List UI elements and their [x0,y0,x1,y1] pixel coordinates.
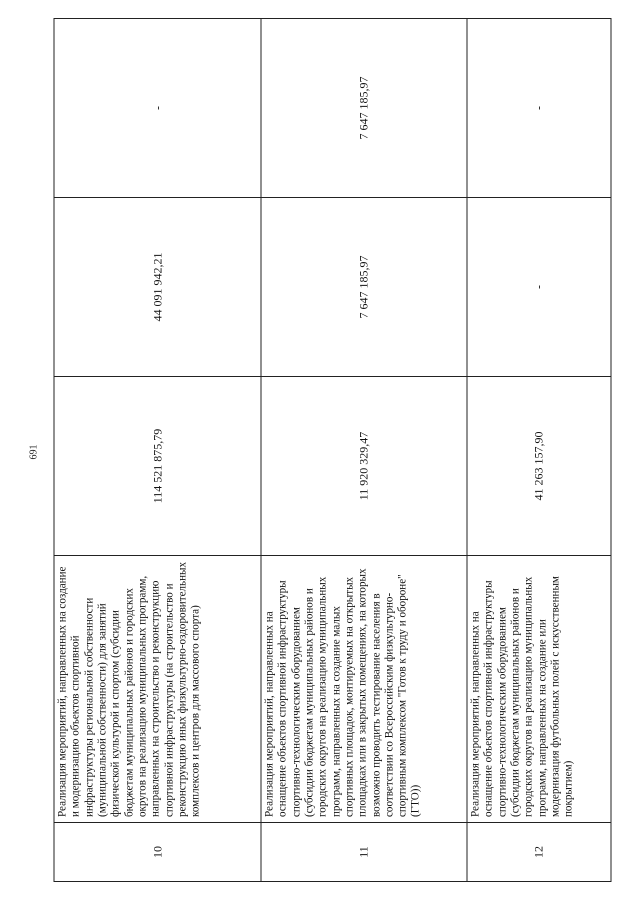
amount-cell-3: 7 647 185,97 [261,19,467,198]
amount-cell-1: 41 263 157,90 [467,377,611,556]
amount-cell-2: - [467,198,611,377]
amount-cell-2: 44 091 942,21 [54,198,261,377]
budget-table [54,18,612,882]
row-description: Реализация мероприятий, направленных на создание и модернизацию объектов спортивной инфраструктуры региональной собственности (муниципальной собственности) для занятий физической культурой и спортом (субсидии бюджетам муниципальных районов и городских округов на реализацию муниципальных программ, направленных на строительство и реконструкцию спортивной инфраструктуры (на строительство и реконструкцию иных физкультурно-оздоровительных комплексов и центров для массового спорта) [54,556,261,823]
table-sheet [54,34,611,882]
amount-cell-1: 114 521 875,79 [54,377,261,556]
row-number: 10 [54,823,261,882]
row-number: 11 [261,823,467,882]
table-row [467,19,611,882]
table-row [54,19,261,882]
row-number: 12 [467,823,611,882]
amount-cell-3: - [467,19,611,198]
amount-cell-3: - [54,19,261,198]
page-number: 691 [28,444,40,460]
row-description: Реализация мероприятий, направленных на оснащение объектов спортивной инфраструктуры спортивно-технологическим оборудованием (субсидии бюджетам муниципальных районов и городских округов на реализацию муниципальных программ, направленных на создание малых спортивных площадок, монтируемых на открытых площадках или в закрытых помещениях, на которых возможно проводить тестирование населения в соответствии со Всероссийским физкультурно-спортивным комплексом "Готов к труду и обороне" (ГТО)) [261,556,467,823]
amount-cell-2: 7 647 185,97 [261,198,467,377]
row-description: Реализация мероприятий, направленных на оснащение объектов спортивной инфраструктуры спортивно-технологическим оборудованием (субсидии бюджетам муниципальных районов и городских округов на реализацию муниципальных программ, направленных на создание или модернизация футбольных полей с искусственным покрытием) [467,556,611,823]
table-row [261,19,467,882]
amount-cell-1: 11 920 329,47 [261,377,467,556]
